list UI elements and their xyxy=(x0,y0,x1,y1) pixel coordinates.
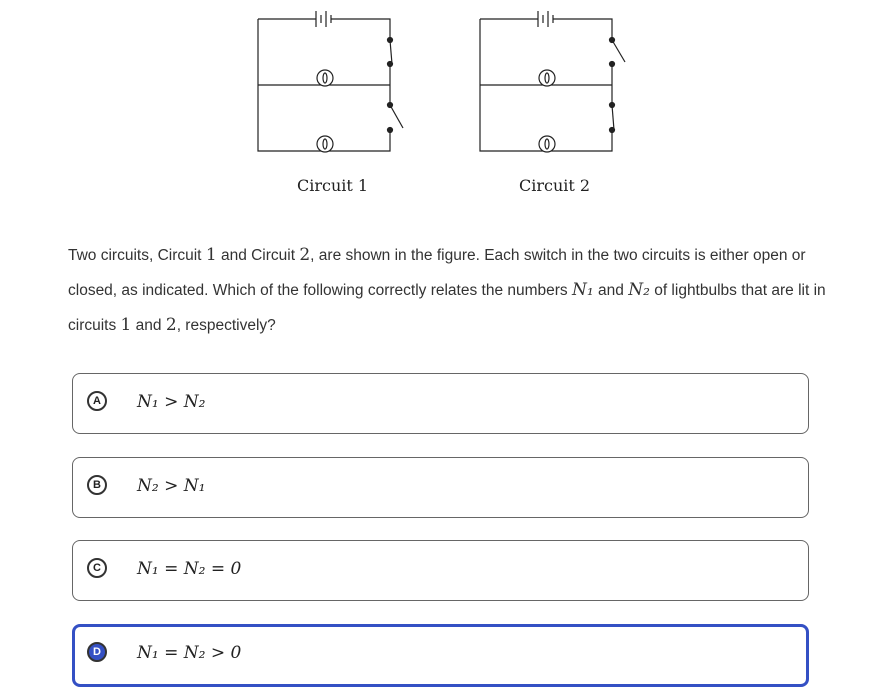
option-letter-badge: D xyxy=(87,642,107,662)
option-text: N₁ > N₂ xyxy=(137,392,206,412)
circuit-2-diagram xyxy=(480,11,625,152)
lightbulb-icon xyxy=(317,136,333,152)
option-letter-badge: B xyxy=(87,475,107,495)
circuits-figure xyxy=(0,0,886,170)
lightbulb-icon xyxy=(317,70,333,86)
switch-open-icon xyxy=(610,38,626,67)
option-text: N₂ > N₁ xyxy=(137,476,206,496)
lightbulb-icon xyxy=(539,70,555,86)
circuit-2-caption: Circuit 2 xyxy=(519,176,591,195)
option-b[interactable] xyxy=(72,457,809,518)
switch-closed-icon xyxy=(610,103,615,133)
option-letter-badge: A xyxy=(87,391,107,411)
circuit-1-diagram xyxy=(258,11,403,152)
question-text: Two circuits, Circuit 1 and Circuit 2, are shown in the figure. Each switch in the two circuits is either open or closed, as indicated. Which of the following correctly relates the numbers N₁ and N₂ of lightbulbs that are lit in circuits 1 and 2, respectively? xyxy=(68,245,826,335)
option-letter-badge: C xyxy=(87,558,107,578)
lightbulb-icon xyxy=(539,136,555,152)
option-a[interactable] xyxy=(72,373,809,434)
switch-open-icon xyxy=(388,103,404,133)
option-c[interactable] xyxy=(72,540,809,601)
switch-closed-icon xyxy=(388,38,393,67)
battery-icon xyxy=(538,11,553,27)
circuit-1-caption: Circuit 1 xyxy=(297,176,369,195)
option-text: N₁ = N₂ = 0 xyxy=(137,559,242,579)
option-d-selected[interactable] xyxy=(72,624,809,687)
option-text: N₁ = N₂ > 0 xyxy=(137,643,242,663)
battery-icon xyxy=(316,11,331,27)
